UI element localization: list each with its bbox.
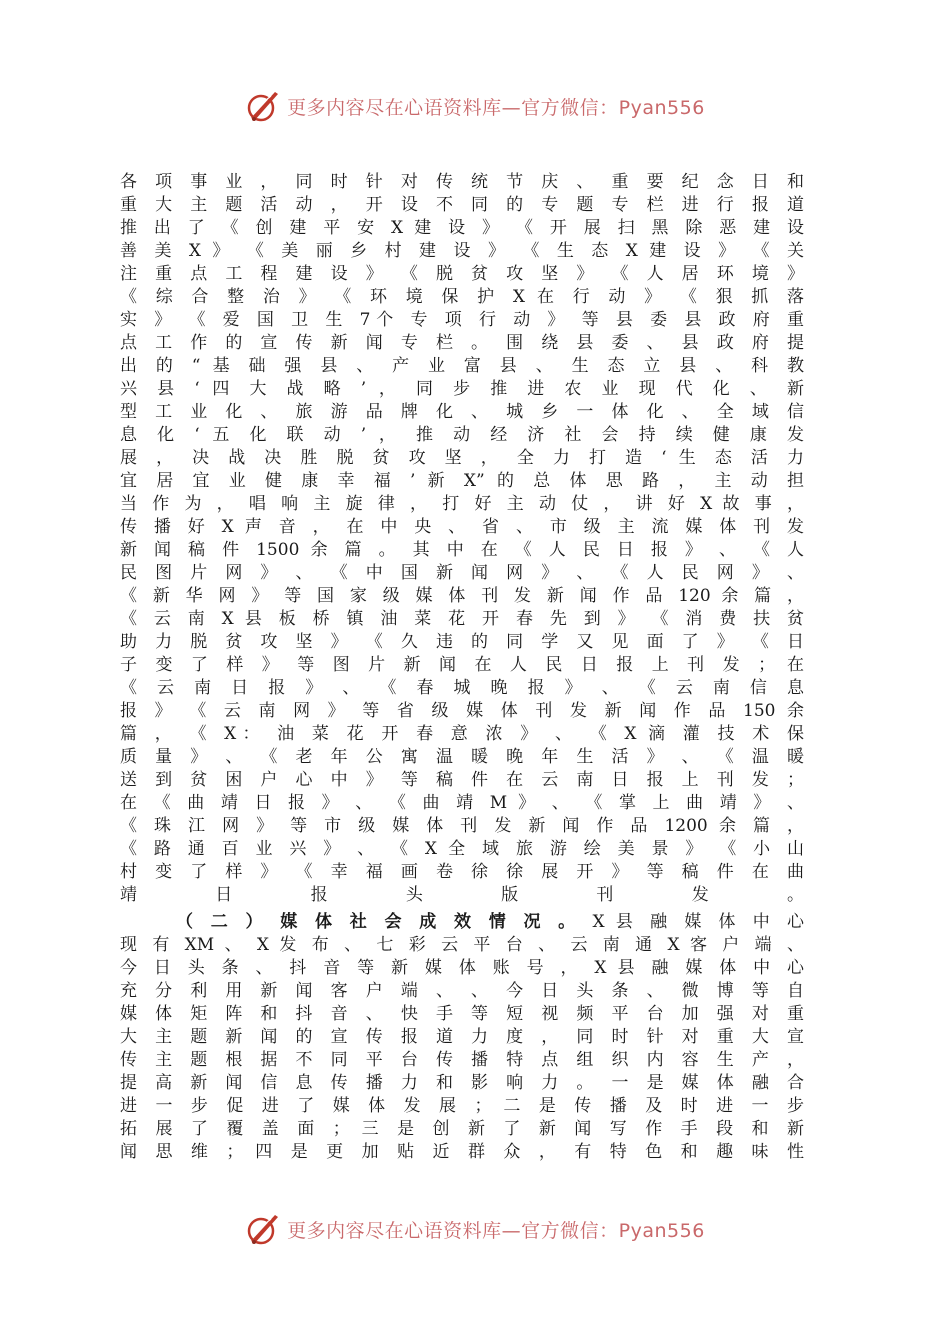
text-line: 充 分 利 用 新 闻 客 户 端 、 、 今 日 头 条 、 微 博 等 自 — [120, 981, 804, 1001]
text-line: 在 《 曲 靖 日 报 》 、 《 曲 靖 M 》 、 《 掌 上 曲 靖 》 、 — [120, 793, 804, 813]
quill-logo-icon — [245, 88, 281, 124]
text-line: 注 重 点 工 程 建 设 》 《 脱 贫 攻 坚 》 《 人 居 环 境 》 — [120, 264, 804, 284]
text-line: 传 主 题 根 据 不 同 平 台 传 播 特 点 组 织 内 容 生 产 ， — [120, 1050, 804, 1070]
text-line: 型 工 业 化 、 旅 游 品 牌 化 、 城 乡 一 体 化 、 全 域 信 — [120, 402, 804, 422]
text-line: 宜 居 宜 业 健 康 幸 福 ’ 新 X” 的 总 体 思 路 ， 主 动 担 — [120, 471, 804, 491]
paragraph-2-first-line — [120, 911, 804, 934]
text-line: 善 美 X 》 《 美 丽 乡 村 建 设 》 《 生 态 X 建 设 》 《 关 — [120, 241, 804, 261]
text-line: 现 有 XM 、 X 发 布 、 七 彩 云 平 台 、 云 南 通 X 客 户 端 、 — [120, 935, 804, 955]
text-line: 《 新 华 网 》 等 国 家 级 媒 体 刊 发 新 闻 作 品 120 余 篇 ， — [120, 586, 804, 606]
banner-text: 更多内容尽在心语资料库—官方微信：Pyan556 — [287, 1219, 705, 1242]
text-line: 《 路 通 百 业 兴 》 、 《 X 全 域 旅 游 绘 美 景 》 《 小 山 — [120, 839, 804, 859]
text-line: 村 变 了 样 》 《 幸 福 画 卷 徐 徐 展 开 》 等 稿 件 在 曲 — [120, 862, 804, 882]
text-line: 新 闻 稿 件 1500 余 篇 。 其 中 在 《 人 民 日 报 》 、 《 人 — [120, 540, 804, 560]
text-line: 《 珠 江 网 》 等 市 级 媒 体 刊 发 新 闻 作 品 1200 余 篇 ， — [120, 816, 804, 836]
text-line: 《 综 合 整 治 》 《 环 境 保 护 X 在 行 动 》 《 狠 抓 落 — [120, 287, 804, 307]
text-line: 息 化 ‘ 五 化 联 动 ’ ， 推 动 经 济 社 会 持 续 健 康 发 — [120, 425, 804, 445]
section-heading: （ 二 ） 媒 体 社 会 成 效 情 况 。 — [176, 912, 582, 932]
text-line: 进 一 步 促 进 了 媒 体 发 展 ； 二 是 传 播 及 时 进 一 步 — [120, 1096, 804, 1116]
text-line: 大 主 题 新 闻 的 宣 传 报 道 力 度 ， 同 时 针 对 重 大 宣 — [120, 1027, 804, 1047]
text-line: 子 变 了 样 》 等 图 片 新 闻 在 人 民 日 报 上 刊 发 ； 在 — [120, 655, 804, 675]
quill-logo-icon — [245, 1211, 281, 1247]
paragraph-2 — [120, 911, 804, 1164]
text-line: 民 图 片 网 》 、 《 中 国 新 闻 网 》 、 《 人 民 网 》 、 — [120, 563, 804, 583]
text-line: 各 项 事 业 ， 同 时 针 对 传 统 节 庆 、 重 要 纪 念 日 和 — [120, 172, 804, 192]
text-line: 助 力 脱 贫 攻 坚 》 《 久 违 的 同 学 又 见 面 了 》 《 日 — [120, 632, 804, 652]
paragraph-2-lines — [120, 934, 804, 1164]
text-line: 推 出 了 《 创 建 平 安 X 建 设 》 《 开 展 扫 黑 除 恶 建 设 — [120, 218, 804, 238]
text-line: 展 ， 决 战 决 胜 脱 贫 攻 坚 ， 全 力 打 造 ‘ 生 态 活 力 — [120, 448, 804, 468]
text-line: 出 的 “ 基 础 强 县 、 产 业 富 县 、 生 态 立 县 、 科 教 — [120, 356, 804, 376]
paragraph-1 — [120, 171, 804, 907]
text-line: 靖 日 报 头 版 刊 发 。 — [120, 885, 804, 905]
text-line: 送 到 贫 困 户 心 中 》 等 稿 件 在 云 南 日 报 上 刊 发 ； — [120, 770, 804, 790]
text-line: 闻 思 维 ； 四 是 更 加 贴 近 群 众 ， 有 特 色 和 趣 味 性 — [120, 1142, 804, 1162]
text-line: 提 高 新 闻 信 息 传 播 力 和 影 响 力 。 一 是 媒 体 融 合 — [120, 1073, 804, 1093]
text-line: 篇 ， 《 X： 油 菜 花 开 春 意 浓 》 、 《 X 滴 灌 技 术 保 — [120, 724, 804, 744]
text-line: 传 播 好 X 声 音 ， 在 中 央 、 省 、 市 级 主 流 媒 体 刊 发 — [120, 517, 804, 537]
text-line: 媒 体 矩 阵 和 抖 音 、 快 手 等 短 视 频 平 台 加 强 对 重 — [120, 1004, 804, 1024]
text-line: 《 云 南 日 报 》 、 《 春 城 晚 报 》 、 《 云 南 信 息 — [120, 678, 804, 698]
text-line: 实 》 《 爱 国 卫 生 7个 专 项 行 动 》 等 县 委 县 政 府 重 — [120, 310, 804, 330]
text-line: 质 量 》 、 《 老 年 公 寓 温 暖 晚 年 生 活 》 、 《 温 暖 — [120, 747, 804, 767]
text-line: 拓 展 了 覆 盖 面 ； 三 是 创 新 了 新 闻 写 作 手 段 和 新 — [120, 1119, 804, 1139]
header-banner — [0, 86, 950, 126]
text-line: 兴 县 ‘ 四 大 战 略 ’ ， 同 步 推 进 农 业 现 代 化 、 新 — [120, 379, 804, 399]
text-line: 今 日 头 条 、 抖 音 等 新 媒 体 账 号 ， X 县 融 媒 体 中 心 — [120, 958, 804, 978]
text-line: 报 》 《 云 南 网 》 等 省 级 媒 体 刊 发 新 闻 作 品 150 余 — [120, 701, 804, 721]
section-heading-tail: X 县 融 媒 体 中 心 — [592, 912, 805, 932]
text-line: 《 云 南 X 县 板 桥 镇 油 菜 花 开 春 先 到 》 《 消 费 扶 贫 — [120, 609, 804, 629]
text-line: 点 工 作 的 宣 传 新 闻 专 栏 。 围 绕 县 委 、 县 政 府 提 — [120, 333, 804, 353]
text-line: 当 作 为 ， 唱 响 主 旋 律 ， 打 好 主 动 仗 ， 讲 好 X 故 事 ， — [120, 494, 804, 514]
document-body — [120, 171, 804, 1164]
text-line: 重 大 主 题 活 动 ， 开 设 不 同 的 专 题 专 栏 进 行 报 道 — [120, 195, 804, 215]
footer-banner — [0, 1209, 950, 1249]
banner-text: 更多内容尽在心语资料库—官方微信：Pyan556 — [287, 96, 705, 119]
